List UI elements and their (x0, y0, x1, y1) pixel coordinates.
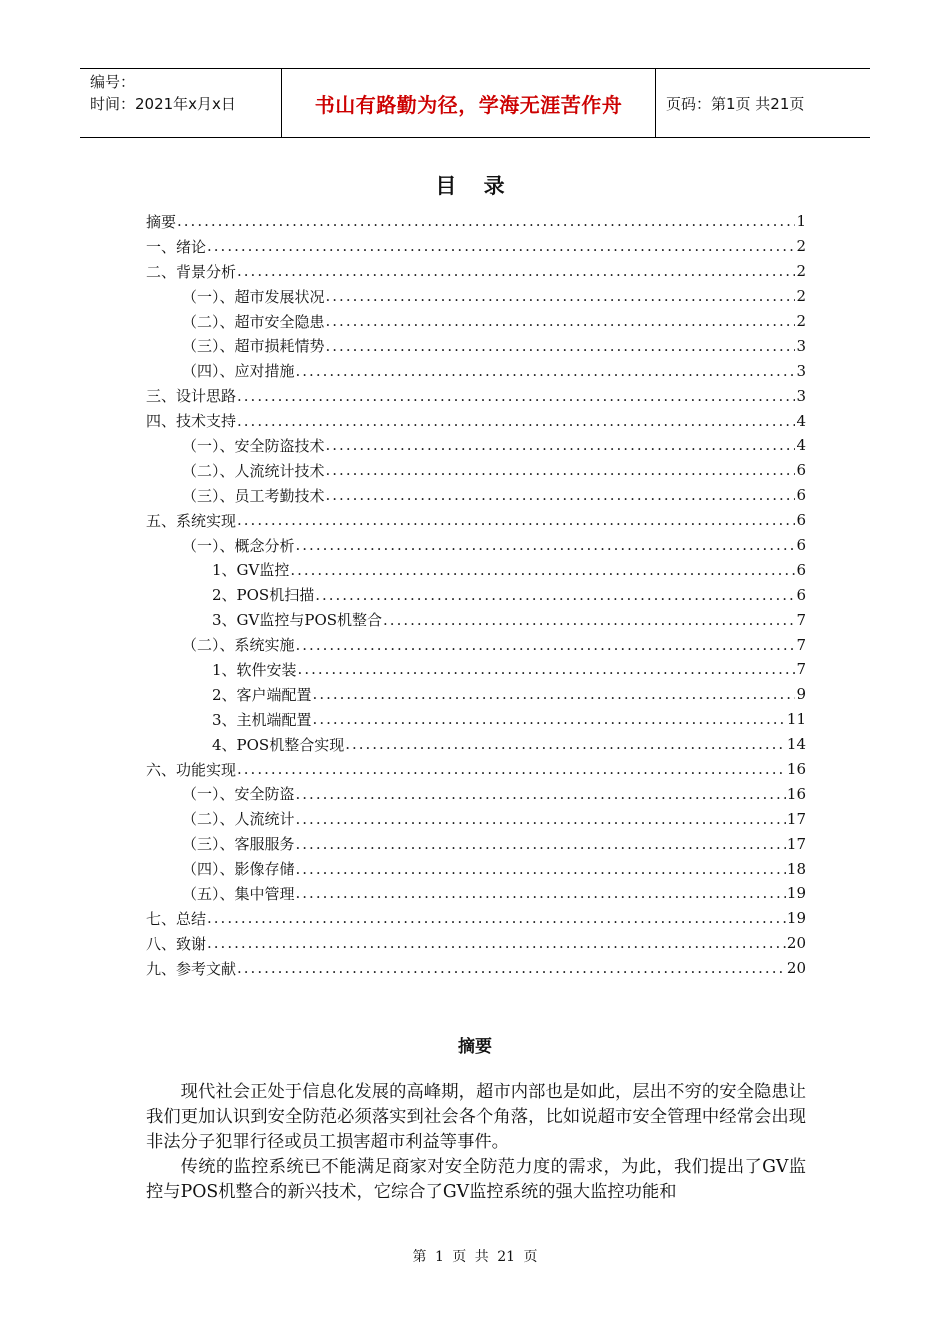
toc-dot-leader (296, 362, 796, 380)
table-of-contents (146, 209, 806, 981)
toc-entry[interactable] (146, 707, 806, 732)
toc-entry-page: 4 (796, 411, 806, 430)
toc-entry-label: 3、GV监控与POS机整合 (212, 611, 383, 630)
toc-entry-label: （三）、超市损耗情势 (182, 337, 325, 356)
toc-entry-page: 16 (786, 760, 806, 779)
toc-entry[interactable] (146, 309, 806, 334)
toc-dot-leader (296, 536, 796, 554)
toc-dot-leader (296, 860, 786, 878)
abstract-paragraph: 传统的监控系统已不能满足商家对安全防范力度的需求，为此，我们提出了GV监控与POS机整合的新兴技术，它综合了GV监控系统的强大监控功能和 (146, 1157, 806, 1202)
toc-entry-label: 三、设计思路 (146, 387, 237, 406)
toc-entry[interactable] (146, 632, 806, 657)
toc-entry-page: 6 (796, 536, 806, 555)
number-label: 编号： (90, 73, 136, 91)
toc-entry-page: 14 (786, 735, 806, 754)
toc-entry[interactable] (146, 508, 806, 533)
toc-entry[interactable] (146, 906, 806, 931)
toc-entry-label: 摘要 (146, 212, 177, 231)
abstract-title: 摘要 (458, 1037, 492, 1057)
header-meta-cell (80, 69, 282, 137)
header-motto: 书山有路勤为径，学海无涯苦作舟 (282, 69, 656, 137)
toc-entry-page: 16 (786, 784, 806, 803)
toc-entry[interactable] (146, 931, 806, 956)
toc-entry-label: 四、技术支持 (146, 412, 237, 431)
toc-entry-label: 2、客户端配置 (212, 685, 312, 704)
toc-dot-leader (237, 511, 795, 529)
toc-entry-label: 五、系统实现 (146, 511, 237, 530)
toc-dot-leader (296, 636, 796, 654)
toc-entry[interactable] (146, 458, 806, 483)
toc-dot-leader (177, 212, 795, 230)
toc-entry-page: 2 (796, 262, 806, 281)
toc-entry-label: 4、POS机整合实现 (212, 735, 345, 754)
toc-dot-leader (237, 387, 795, 405)
toc-dot-leader (326, 461, 796, 479)
toc-entry-page: 7 (796, 660, 806, 679)
toc-entry[interactable] (146, 433, 806, 458)
toc-entry-page: 17 (786, 809, 806, 828)
toc-entry-page: 2 (796, 287, 806, 306)
toc-entry-page: 3 (796, 386, 806, 405)
toc-entry-label: 2、POS机扫描 (212, 586, 315, 605)
toc-entry-label: （四）、影像存储 (182, 860, 295, 879)
toc-entry-label: 二、背景分析 (146, 262, 237, 281)
toc-entry[interactable] (146, 259, 806, 284)
toc-entry-label: （二）、人流统计 (182, 810, 295, 829)
toc-entry-label: （二）、超市安全隐患 (182, 312, 325, 331)
toc-entry-page: 9 (796, 685, 806, 704)
toc-entry-label: （三）、客服服务 (182, 835, 295, 854)
toc-entry-label: （二）、人流统计技术 (182, 461, 325, 480)
toc-dot-leader (326, 287, 796, 305)
toc-entry[interactable] (146, 209, 806, 234)
toc-entry-page: 6 (796, 560, 806, 579)
toc-entry-label: （一）、安全防盗技术 (182, 436, 325, 455)
toc-entry-page: 19 (786, 909, 806, 928)
toc-dot-leader (326, 312, 796, 330)
toc-entry-page: 20 (786, 959, 806, 978)
toc-entry[interactable] (146, 657, 806, 682)
toc-entry[interactable] (146, 383, 806, 408)
toc-entry-page: 17 (786, 834, 806, 853)
toc-entry-label: （一）、安全防盗 (182, 785, 295, 804)
toc-entry-label: （五）、集中管理 (182, 884, 295, 903)
toc-dot-leader (207, 934, 786, 952)
toc-entry-page: 2 (796, 237, 806, 256)
toc-entry-page: 6 (796, 486, 806, 505)
toc-dot-leader (296, 785, 786, 803)
toc-entry-label: 1、软件安装 (212, 660, 297, 679)
toc-entry-label: （一）、概念分析 (182, 536, 295, 555)
toc-entry[interactable] (146, 333, 806, 358)
toc-dot-leader (296, 884, 786, 902)
toc-entry[interactable] (146, 757, 806, 782)
toc-title: 目 录 (435, 174, 515, 198)
toc-entry-label: 六、功能实现 (146, 760, 237, 779)
toc-entry-page: 6 (796, 511, 806, 530)
toc-dot-leader (326, 436, 796, 454)
toc-dot-leader (237, 959, 786, 977)
toc-entry[interactable] (146, 358, 806, 383)
toc-entry-page: 1 (796, 212, 806, 231)
toc-dot-leader (207, 237, 795, 255)
toc-entry-label: （四）、应对措施 (182, 362, 295, 381)
document-header (80, 68, 870, 138)
toc-entry[interactable] (146, 831, 806, 856)
toc-entry[interactable] (146, 607, 806, 632)
toc-entry[interactable] (146, 234, 806, 259)
toc-dot-leader (313, 710, 786, 728)
toc-entry[interactable] (146, 557, 806, 582)
toc-dot-leader (315, 586, 795, 604)
toc-entry[interactable] (146, 732, 806, 757)
toc-entry-page: 3 (796, 336, 806, 355)
toc-entry-label: 九、参考文献 (146, 959, 237, 978)
toc-entry-page: 11 (786, 710, 806, 729)
toc-entry-page: 7 (796, 610, 806, 629)
toc-entry-page: 7 (796, 635, 806, 654)
toc-entry-page: 18 (786, 859, 806, 878)
toc-entry-label: （三）、员工考勤技术 (182, 486, 325, 505)
toc-entry[interactable] (146, 582, 806, 607)
toc-entry-label: 3、主机端配置 (212, 710, 312, 729)
header-page-info: 页码：第1页 共21页 (666, 94, 805, 113)
toc-entry[interactable] (146, 806, 806, 831)
toc-entry-page: 20 (786, 934, 806, 953)
toc-dot-leader (237, 760, 786, 778)
page-footer: 第 1 页 共 21 页 (412, 1249, 538, 1265)
toc-entry-page: 6 (796, 461, 806, 480)
toc-dot-leader (237, 412, 795, 430)
toc-dot-leader (207, 909, 786, 927)
toc-dot-leader (326, 337, 796, 355)
toc-entry-page: 6 (796, 585, 806, 604)
toc-entry[interactable] (146, 682, 806, 707)
toc-entry-page: 4 (796, 436, 806, 455)
toc-dot-leader (326, 486, 796, 504)
toc-dot-leader (298, 660, 796, 678)
toc-entry[interactable] (146, 284, 806, 309)
toc-entry[interactable] (146, 533, 806, 558)
toc-entry-page: 2 (796, 312, 806, 330)
toc-dot-leader (313, 685, 796, 703)
toc-entry-label: （二）、系统实施 (182, 636, 295, 655)
abstract-paragraph: 现代社会正处于信息化发展的高峰期，超市内部也是如此，层出不穷的安全隐患让我们更加认识到安全防范必须落实到社会各个角落，比如说超市安全管理中经常会出现非法分子犯罪行径或员工损害超市利益等事件。 (146, 1082, 806, 1152)
toc-entry-label: （一）、超市发展状况 (182, 287, 325, 306)
toc-entry[interactable] (146, 956, 806, 981)
toc-entry[interactable] (146, 881, 806, 906)
toc-entry-page: 3 (796, 361, 806, 380)
toc-dot-leader (296, 810, 786, 828)
toc-entry-label: 一、绪论 (146, 237, 207, 256)
toc-entry-page: 19 (786, 884, 806, 903)
toc-entry-label: 八、致谢 (146, 934, 207, 953)
toc-entry[interactable] (146, 781, 806, 806)
toc-entry[interactable] (146, 408, 806, 433)
toc-entry-label: 七、总结 (146, 909, 207, 928)
toc-entry[interactable] (146, 483, 806, 508)
toc-dot-leader (296, 835, 786, 853)
toc-dot-leader (290, 561, 795, 579)
toc-dot-leader (237, 262, 795, 280)
toc-entry[interactable] (146, 856, 806, 881)
abstract-body (146, 1080, 806, 1205)
toc-entry-label: 1、GV监控 (212, 561, 290, 580)
time-label: 时间：2021年x月x日 (90, 95, 236, 113)
toc-dot-leader (345, 735, 786, 753)
toc-dot-leader (383, 611, 795, 629)
